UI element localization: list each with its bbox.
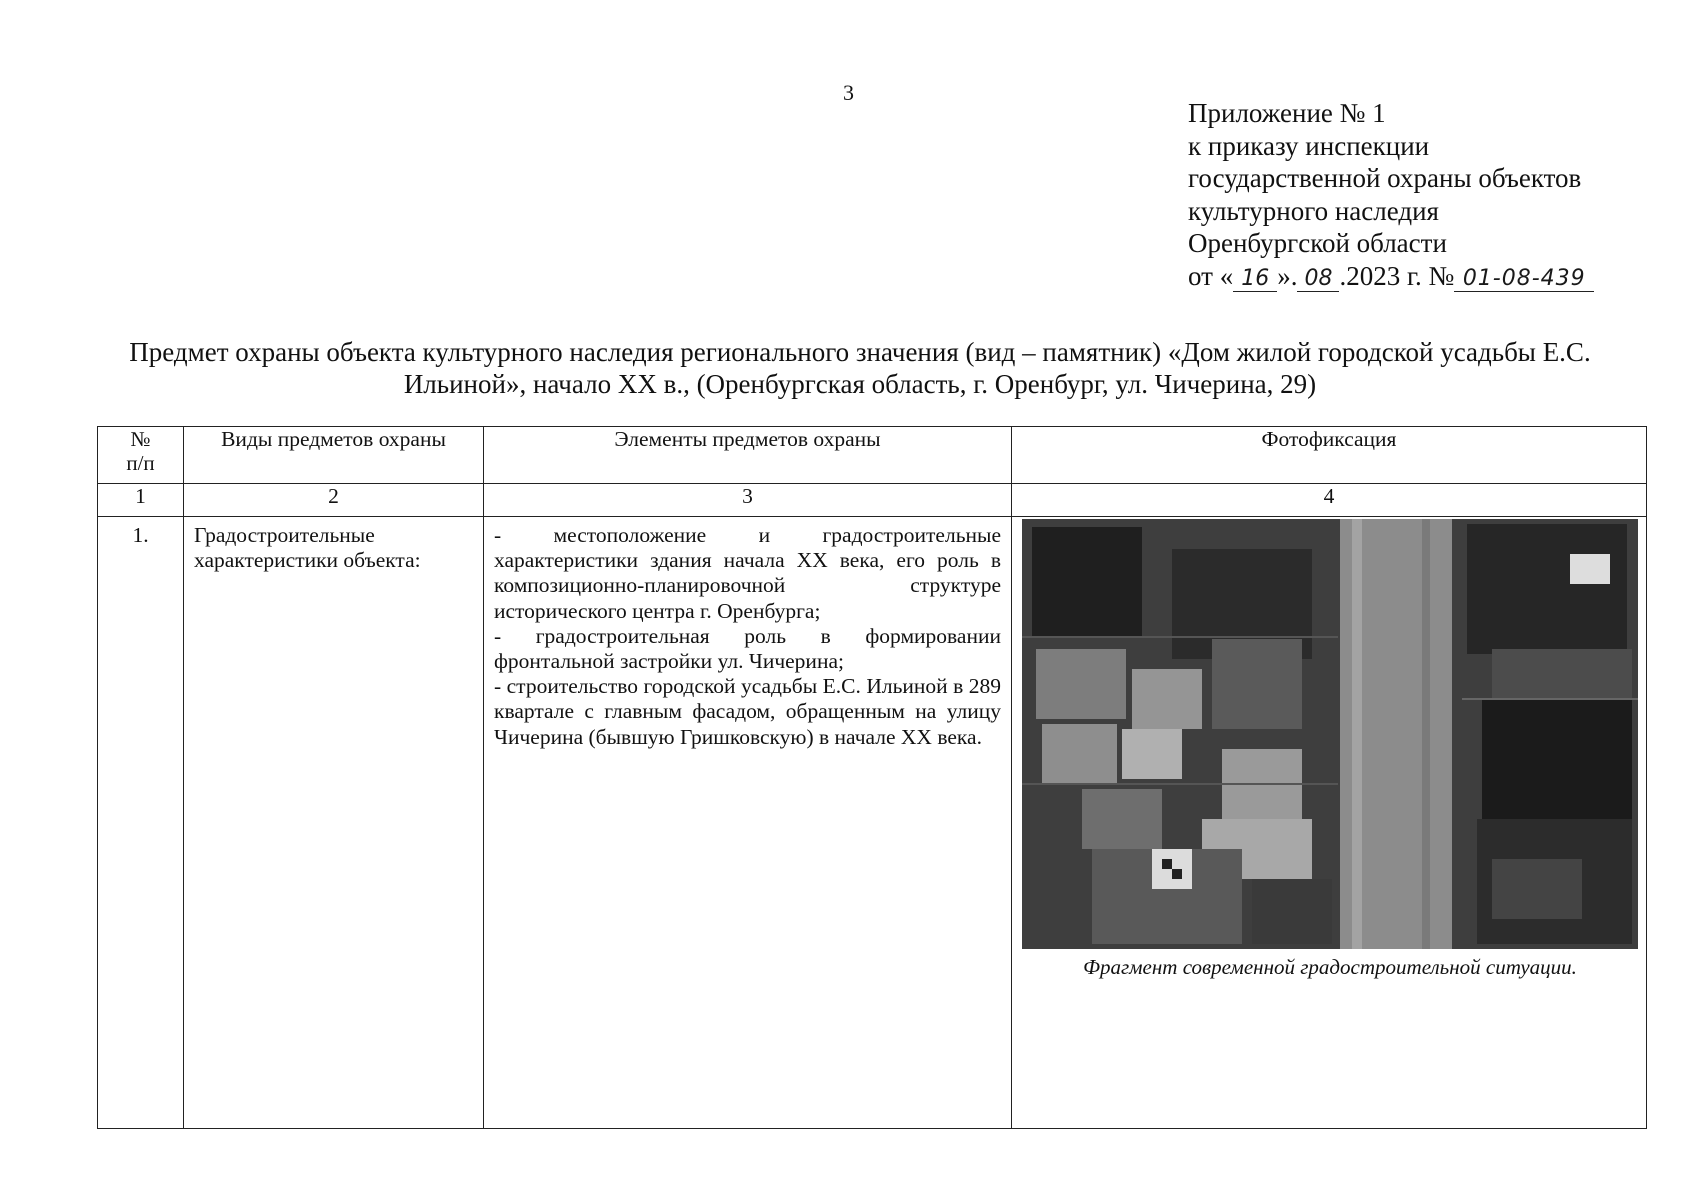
- header-number-abbr: п/п: [126, 451, 155, 475]
- appendix-title: Приложение № 1: [1188, 98, 1386, 128]
- header-elements: Элементы предметов охраны: [484, 427, 1012, 484]
- header-kind: Виды предметов охраны: [184, 427, 484, 484]
- protection-subject-table: [97, 426, 1647, 1129]
- column-index: 1: [98, 484, 184, 517]
- handwritten-order-number: 01-08-439: [1454, 267, 1594, 292]
- header-number-symbol: №: [130, 427, 151, 451]
- appendix-line: культурного наследия: [1188, 195, 1439, 226]
- date-year: .2023 г. №: [1339, 260, 1455, 291]
- column-index: 4: [1012, 484, 1647, 517]
- header-number: [98, 427, 184, 484]
- row-photo: [1012, 517, 1647, 1129]
- element-item: - градостроительная роль в формировании фронтальной застройки ул. Чичерина;: [494, 623, 1001, 674]
- appendix-line: государственной охраны объектов: [1188, 163, 1582, 194]
- page-number: 3: [843, 80, 854, 105]
- row-kind: [184, 517, 484, 1129]
- handwritten-month: 08: [1297, 267, 1339, 292]
- document-title-line: Предмет охраны объекта культурного наследия регионального значения (вид – памятник) «Дом жилой городской усадьбы Е.С.: [129, 337, 1591, 367]
- photo-caption: Фрагмент современной градостроительной ситуации.: [1083, 955, 1577, 979]
- aerial-photo: [1022, 519, 1638, 949]
- document-title-line: Ильиной», начало XX в., (Оренбургская область, г. Оренбург, ул. Чичерина, 29): [403, 369, 1317, 399]
- row-kind-line: характеристики объекта:: [194, 548, 421, 572]
- table-row: [98, 517, 1647, 1129]
- row-kind-line: Градостроительные: [194, 523, 375, 547]
- appendix-line: Оренбургской области: [1188, 228, 1447, 259]
- element-item: - строительство городской усадьбы Е.С. Ильиной в 289 квартале с главным фасадом, обращенным на улицу Чичерина (бывшую Гришковскую) в начале XX века.: [494, 674, 1001, 749]
- date-prefix: от «: [1188, 260, 1234, 291]
- appendix-block: [1188, 97, 1594, 293]
- document-title: [80, 336, 1640, 400]
- handwritten-day: 16: [1233, 267, 1277, 292]
- column-index: 2: [184, 484, 484, 517]
- column-index-row: [98, 484, 1647, 517]
- column-index: 3: [484, 484, 1012, 517]
- appendix-line: к приказу инспекции: [1188, 130, 1430, 161]
- date-separator: ».: [1277, 260, 1298, 291]
- appendix-date-line: [1188, 260, 1594, 293]
- row-number: 1.: [98, 517, 184, 1129]
- element-item: - местоположение и градостроительные характеристики здания начала XX века, его роль в композиционно-планировочной структуре исторического центра г. Оренбурга;: [494, 523, 1001, 623]
- row-elements: [484, 517, 1012, 1129]
- table-header-row: [98, 427, 1647, 484]
- header-photo: Фотофиксация: [1012, 427, 1647, 484]
